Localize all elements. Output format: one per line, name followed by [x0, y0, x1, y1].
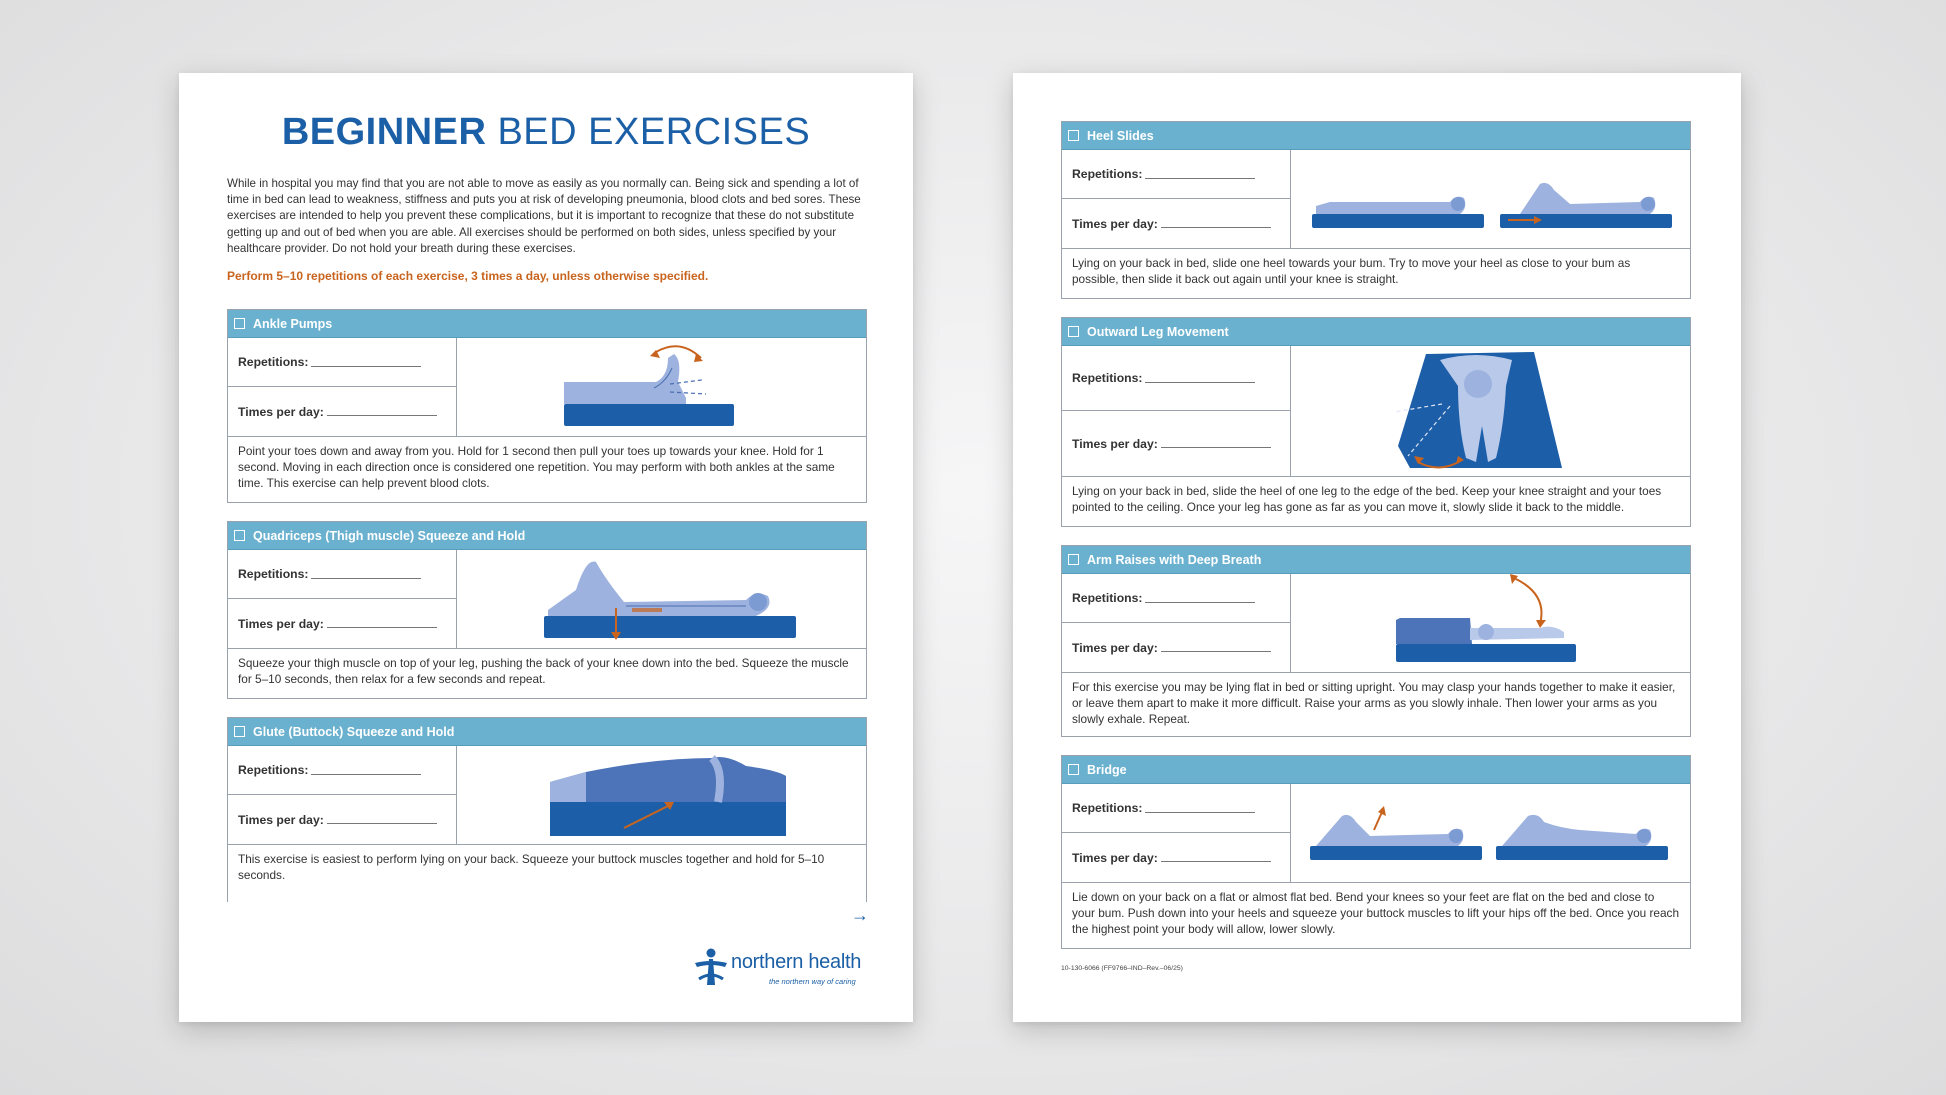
exercise-card-heel-slides	[1061, 121, 1691, 299]
checkbox[interactable]	[234, 318, 245, 329]
times-per-day-field[interactable]	[327, 823, 437, 824]
repetitions-field[interactable]	[1145, 382, 1255, 383]
times-per-day-label: Times per day:	[1072, 216, 1158, 231]
exercise-description: This exercise is easiest to perform lying on your back. Squeeze your buttock muscles together and hold for 5–10 seconds.	[228, 844, 866, 902]
exercise-description: Lying on your back in bed, slide one heel towards your bum. Try to move your heel as close to your bum as possible, then slide it back out again until your knee is straight.	[1062, 248, 1690, 296]
exercise-card-outward-leg	[1061, 317, 1691, 527]
intro-paragraph: While in hospital you may find that you are not able to move as easily as you normally can. Being sick and spending a lot of time in bed can lead to weakness, stiffness and puts you at risk of developing pneumonia, blood clots and bed sores. These exercises are intended to help you prevent these complications, but it is important to recognize that these do not substitute getting up and out of bed when you are able. All exercises should be performed on both sides, unless specified by your healthcare provider. Do not hold your breath during these exercises.	[227, 177, 861, 255]
times-per-day-label: Times per day:	[238, 616, 324, 631]
repetitions-field[interactable]	[311, 366, 421, 367]
times-per-day-field[interactable]	[1161, 447, 1271, 448]
checkbox[interactable]	[1068, 130, 1079, 141]
repetitions-label: Repetitions:	[1072, 591, 1143, 605]
checkbox[interactable]	[1068, 554, 1079, 565]
arm-raises-illustration	[1290, 574, 1690, 672]
repetitions-label: Repetitions:	[238, 567, 309, 581]
times-per-day-field[interactable]	[327, 415, 437, 416]
exercise-description: For this exercise you may be lying flat in bed or sitting upright. You may clasp your hands together to make it easier, or leave them apart to make it more difficult. Raise your arms as you slowly inhale. Then lower your arms as you slowly exhale. Repeat.	[1062, 672, 1690, 734]
exercise-title: Quadriceps (Thigh muscle) Squeeze and Hold	[253, 528, 526, 543]
checkbox[interactable]	[1068, 764, 1079, 775]
heel-slides-illustration	[1290, 150, 1690, 248]
times-per-day-field[interactable]	[327, 627, 437, 628]
times-per-day-label: Times per day:	[238, 812, 324, 827]
exercise-description: Point your toes down and away from you. Hold for 1 second then pull your toes up towards your knee. Hold for 1 second. Moving in each direction once is considered one repetition. You may perform with both ankles at the same time. This exercise can help prevent blood clots.	[228, 436, 866, 500]
times-per-day-label: Times per day:	[1072, 640, 1158, 655]
exercise-card-bridge	[1061, 755, 1691, 949]
exercise-title: Bridge	[1087, 762, 1127, 777]
outward-leg-illustration	[1290, 346, 1690, 476]
repetitions-label: Repetitions:	[1072, 801, 1143, 815]
northern-health-logo-icon	[691, 945, 731, 989]
repetitions-label: Repetitions:	[238, 355, 309, 369]
checkbox[interactable]	[234, 726, 245, 737]
exercise-title: Arm Raises with Deep Breath	[1087, 552, 1262, 567]
handout-page-2	[1013, 73, 1741, 1022]
times-per-day-field[interactable]	[1161, 227, 1271, 228]
exercise-card-arm-raises	[1061, 545, 1691, 737]
logo-name: northern health	[731, 951, 862, 973]
exercise-title: Ankle Pumps	[253, 316, 333, 331]
form-number: 10-130-6066 (FF9766–IND–Rev.–06/25)	[1061, 965, 1183, 972]
repetitions-field[interactable]	[1145, 178, 1255, 179]
repetitions-field[interactable]	[1145, 812, 1255, 813]
exercise-card-ankle-pumps	[227, 309, 867, 503]
exercise-description: Lie down on your back on a flat or almost flat bed. Bend your knees so your feet are flat on the bed and close to your bum. Push down into your heels and squeeze your buttock muscles to lift your hips off the bed. Once you reach the highest point your body will allow, lower slowly.	[1062, 882, 1690, 946]
repetition-instruction: Perform 5–10 repetitions of each exercise, 3 times a day, unless otherwise specified.	[227, 269, 709, 283]
page-title: BEGINNER BED EXERCISES	[281, 111, 811, 153]
times-per-day-field[interactable]	[1161, 651, 1271, 652]
ankle-pumps-illustration	[456, 338, 866, 436]
exercise-title: Heel Slides	[1087, 128, 1154, 143]
repetitions-field[interactable]	[1145, 602, 1255, 603]
checkbox[interactable]	[1068, 326, 1079, 337]
checkbox[interactable]	[234, 530, 245, 541]
times-per-day-field[interactable]	[1161, 861, 1271, 862]
glute-illustration	[456, 746, 866, 844]
repetitions-field[interactable]	[311, 578, 421, 579]
exercise-card-quadriceps	[227, 521, 867, 699]
exercise-title: Outward Leg Movement	[1087, 324, 1229, 339]
exercise-title: Glute (Buttock) Squeeze and Hold	[253, 724, 455, 739]
repetitions-label: Repetitions:	[238, 763, 309, 777]
repetitions-label: Repetitions:	[1072, 167, 1143, 181]
times-per-day-label: Times per day:	[238, 404, 324, 419]
times-per-day-label: Times per day:	[1072, 436, 1158, 451]
exercise-description: Lying on your back in bed, slide the heel of one leg to the edge of the bed. Keep your knee straight and your toes pointed to the ceiling. Once your leg has gone as far as you can move it, slowly slide it back to the middle.	[1062, 476, 1690, 524]
handout-page-1	[179, 73, 913, 1022]
repetitions-field[interactable]	[311, 774, 421, 775]
bridge-illustration	[1290, 784, 1690, 882]
quadriceps-illustration	[456, 550, 866, 648]
exercise-description: Squeeze your thigh muscle on top of your leg, pushing the back of your knee down into the bed. Squeeze the muscle for 5–10 seconds, then relax for a few seconds and repeat.	[228, 648, 866, 696]
exercise-card-glute	[227, 717, 867, 902]
northern-health-logo	[691, 945, 867, 995]
next-page-arrow-icon[interactable]: →	[851, 905, 869, 925]
repetitions-label: Repetitions:	[1072, 371, 1143, 385]
logo-tagline: the northern way of caring	[769, 977, 856, 986]
times-per-day-label: Times per day:	[1072, 850, 1158, 865]
